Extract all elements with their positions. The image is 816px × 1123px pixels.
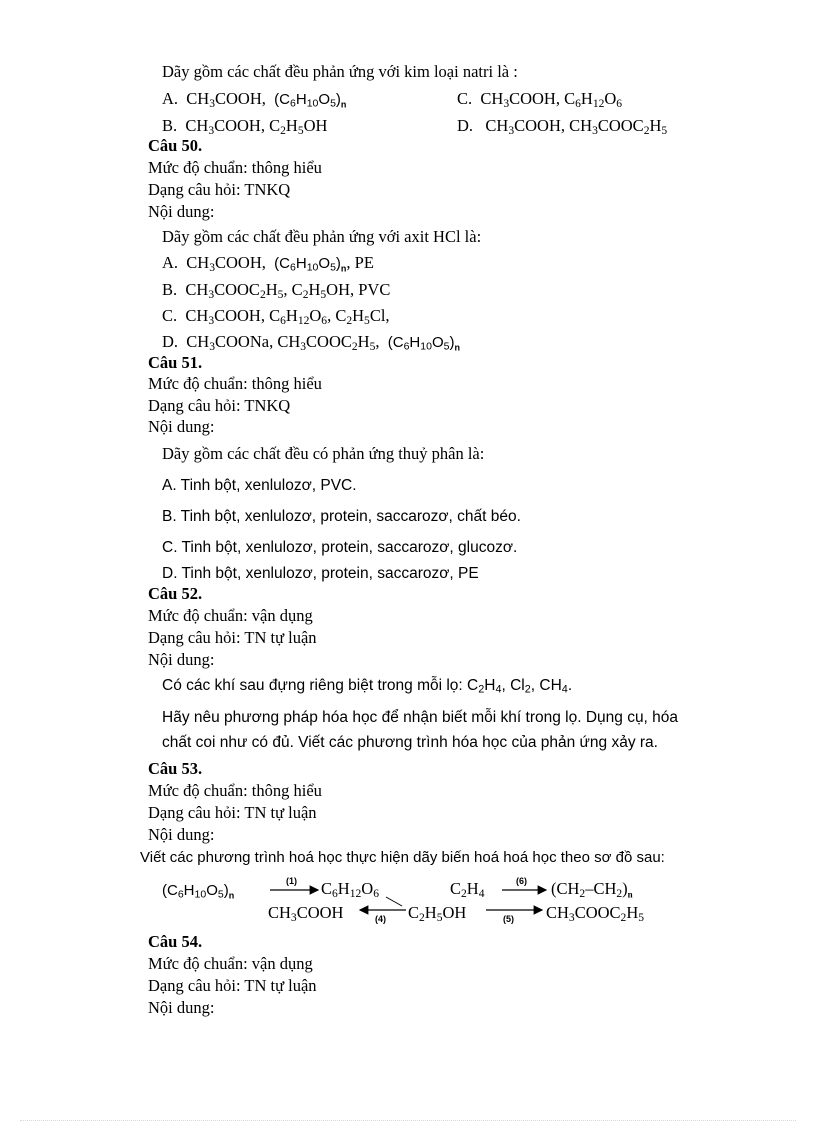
q49-stem: Dãy gồm các chất đều phản ứng với kim loại natri là : bbox=[162, 62, 518, 81]
q52-title: Câu 52. bbox=[148, 584, 203, 603]
q54-type: Dạng câu hỏi: TN tự luận bbox=[148, 976, 317, 995]
scheme-glucose: $C_6H_{12}O_6$ bbox=[321, 879, 379, 900]
q51-option-d: D. Tinh bột, xenlulozơ, protein, saccarozơ, PE bbox=[162, 565, 479, 582]
option-letter: A. bbox=[162, 89, 179, 108]
option-letter: A. bbox=[162, 253, 179, 272]
label-5: (5) bbox=[503, 914, 514, 924]
option-formula: $CH_3COOH$, $C_6H_{12}O_6$ bbox=[480, 89, 623, 110]
scheme-ethanol: $C_2H_5OH$ bbox=[408, 903, 467, 924]
q50-option-a bbox=[162, 253, 374, 279]
q52-type: Dạng câu hỏi: TN tự luận bbox=[148, 628, 317, 647]
q53-type: Dạng câu hỏi: TN tự luận bbox=[148, 803, 317, 822]
q50-type: Dạng câu hỏi: TNKQ bbox=[148, 180, 291, 199]
scheme-acetic-acid: $CH_3COOH$ bbox=[268, 903, 344, 924]
label-4: (4) bbox=[375, 914, 386, 924]
option-formula: $CH_3COOH$, $(C_6H_{10}O_5)_n$, PE bbox=[186, 253, 374, 274]
option-formula: $CH_3COONa$, $CH_3COOC_2H_5$, $(C_6H_{10}O_5)_n$ bbox=[186, 332, 460, 353]
q50-option-b bbox=[162, 280, 390, 300]
q50-title: Câu 50. bbox=[148, 136, 203, 155]
arrow-2-glucose-to-ethanol bbox=[386, 897, 402, 906]
option-formula: $CH_3COOH$, $CH_3COOC_2H_5$ bbox=[485, 116, 668, 137]
q51-level: Mức độ chuẩn: thông hiểu bbox=[148, 374, 322, 393]
q51-option-c: C. Tinh bột, xenlulozơ, protein, saccarozơ, glucozơ. bbox=[162, 539, 518, 556]
scheme-arrows bbox=[150, 873, 710, 925]
q51-option-a: A. Tinh bột, xenlulozơ, PVC. bbox=[162, 477, 357, 494]
q53-stem: Viết các phương trình hoá học thực hiện dãy biến hoá hoá học theo sơ đồ sau: bbox=[140, 849, 665, 866]
q51-type: Dạng câu hỏi: TNKQ bbox=[148, 396, 291, 415]
q52-text-2: Hãy nêu phương pháp hóa học để nhận biết mỗi khí trong lọ. Dụng cụ, hóa bbox=[162, 709, 679, 726]
label-1: (1) bbox=[286, 876, 297, 886]
scheme-ester: $CH_3COOC_2H_5$ bbox=[546, 903, 645, 924]
option-formula: $CH_3COOC_2H_5$, $C_2H_5OH$, PVC bbox=[185, 280, 391, 301]
q49-option-c bbox=[457, 89, 622, 109]
q54-level: Mức độ chuẩn: vận dụng bbox=[148, 954, 313, 973]
q53-content-label: Nội dung: bbox=[148, 825, 215, 844]
q51-content-label: Nội dung: bbox=[148, 417, 215, 436]
q53-level: Mức độ chuẩn: thông hiểu bbox=[148, 781, 322, 800]
option-formula: $CH_3COOH$, $(C_6H_{10}O_5)_n$ bbox=[186, 89, 347, 110]
q49-option-b bbox=[162, 116, 327, 136]
q50-level: Mức độ chuẩn: thông hiểu bbox=[148, 158, 322, 177]
reaction-scheme bbox=[150, 873, 710, 925]
option-letter: D. bbox=[457, 116, 474, 135]
q50-content-label: Nội dung: bbox=[148, 202, 215, 221]
q52-text-1: Có các khí sau đựng riêng biệt trong mỗi lọ: $C_2H_4$, $Cl_2$, $CH_4$. bbox=[162, 677, 573, 696]
q54-title: Câu 54. bbox=[148, 932, 203, 951]
q53-title: Câu 53. bbox=[148, 759, 203, 778]
q50-option-c bbox=[162, 306, 390, 326]
q54-content-label: Nội dung: bbox=[148, 998, 215, 1017]
option-letter: C. bbox=[162, 306, 178, 325]
scheme-polyethylene: $(CH_2-CH_2)_n$ bbox=[551, 879, 633, 900]
q50-stem: Dãy gồm các chất đều phản ứng với axit HCl là: bbox=[162, 227, 482, 246]
option-formula: $CH_3COOH$, $C_6H_{12}O_6$, $C_2H_5Cl$, bbox=[185, 306, 390, 327]
q49-option-d bbox=[457, 116, 667, 136]
scheme-starch: $(C_6H_{10}O_5)_n$ bbox=[162, 882, 235, 901]
option-letter: D. bbox=[162, 332, 179, 351]
q52-level: Mức độ chuẩn: vận dụng bbox=[148, 606, 313, 625]
label-6: (6) bbox=[516, 876, 527, 886]
q52-text-3: chất coi như có đủ. Viết các phương trình hóa học của phản ứng xảy ra. bbox=[162, 734, 658, 751]
q51-stem: Dãy gồm các chất đều có phản ứng thuỷ phân là: bbox=[162, 444, 485, 463]
q50-option-d bbox=[162, 332, 460, 358]
q52-content-label: Nội dung: bbox=[148, 650, 215, 669]
option-letter: B. bbox=[162, 116, 178, 135]
page-bottom-border bbox=[20, 1120, 796, 1121]
scheme-ethylene: $C_2H_4$ bbox=[450, 879, 485, 900]
option-letter: C. bbox=[457, 89, 473, 108]
option-letter: B. bbox=[162, 280, 178, 299]
q51-title: Câu 51. bbox=[148, 353, 203, 372]
q51-option-b: B. Tinh bột, xenlulozơ, protein, saccarozơ, chất béo. bbox=[162, 508, 521, 525]
option-formula: $CH_3COOH$, $C_2H_5OH$ bbox=[185, 116, 328, 137]
q49-option-a bbox=[162, 89, 346, 115]
